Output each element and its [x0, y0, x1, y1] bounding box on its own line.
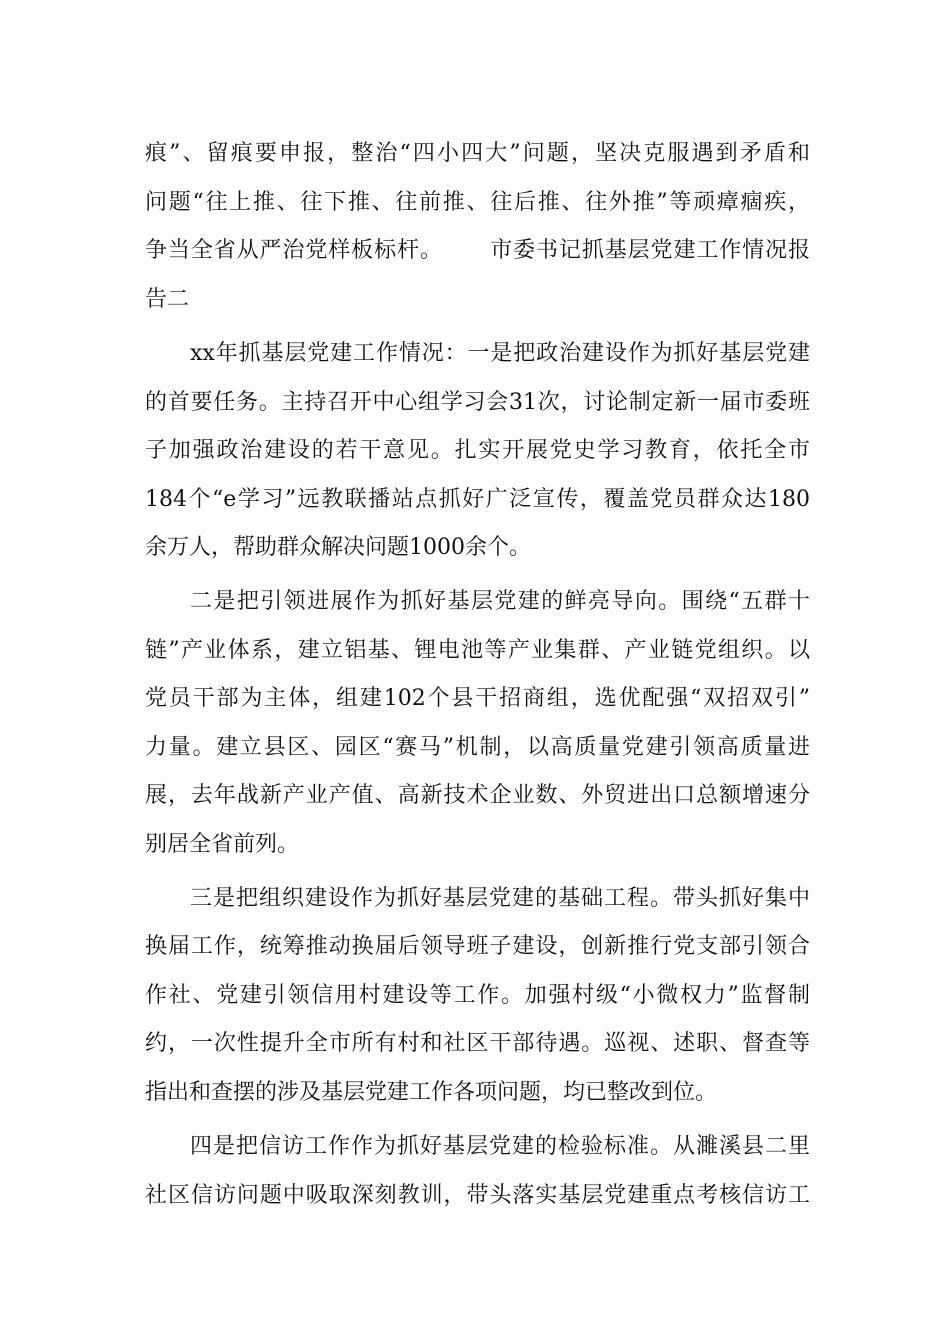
text-line: 184个“e学习”远教联播站点抓好广泛宣传，覆盖党员群众达180 — [145, 487, 810, 512]
text-line: 争当全省从严治党样板标杆。 市委书记抓基层党建工作情况报 — [145, 238, 810, 263]
text-line: 约，一次性提升全市所有村和社区干部待遇。巡视、述职、督查等 — [145, 1031, 810, 1056]
text-line: 链”产业体系，建立铝基、锂电池等产业集群、产业链党组织。以 — [145, 638, 810, 663]
text-line: 换届工作，统筹推动换届后领导班子建设，创新推行党支部引领合 — [145, 934, 810, 959]
text-line: 痕”、留痕要申报，整治“四小四大”问题，坚决克服遇到矛盾和 — [145, 141, 810, 166]
text-line: 余万人，帮助群众解决问题1000余个。 — [145, 535, 531, 560]
text-line: 别居全省前列。 — [145, 832, 300, 857]
text-line: xx年抓基层党建工作情况：一是把政治建设作为抓好基层党建 — [190, 341, 810, 366]
text-line: 问题“往上推、往下推、往前推、往后推、往外推”等顽瘴痼疾， — [145, 190, 810, 215]
text-line: 四是把信访工作作为抓好基层党建的检验标准。从濉溪县二里 — [190, 1134, 810, 1159]
text-line: 三是把组织建设作为抓好基层党建的基础工程。带头抓好集中 — [190, 886, 810, 911]
text-line: 社区信访问题中吸取深刻教训，带头落实基层党建重点考核信访工 — [145, 1183, 810, 1208]
text-line: 展，去年战新产业产值、高新技术企业数、外贸进出口总额增速分 — [145, 783, 810, 808]
text-line: 二是把引领进展作为抓好基层党建的鲜亮导向。围绕“五群十 — [190, 589, 810, 614]
text-line: 指出和查摆的涉及基层党建工作各项问题，均已整改到位。 — [145, 1080, 718, 1105]
text-line: 作社、党建引领信用村建设等工作。加强村级“小微权力”监督制 — [145, 983, 810, 1008]
text-line: 子加强政治建设的若干意见。扎实开展党史学习教育，依托全市 — [145, 438, 810, 463]
text-line: 告二 — [145, 287, 190, 312]
text-line: 力量。建立县区、园区“赛马”机制，以高质量党建引领高质量进 — [145, 735, 810, 760]
text-line: 党员干部为主体，组建102个县干招商组，选优配强“双招双引” — [145, 686, 810, 711]
text-line: 的首要任务。主持召开中心组学习会31次，讨论制定新一届市委班 — [145, 390, 810, 415]
